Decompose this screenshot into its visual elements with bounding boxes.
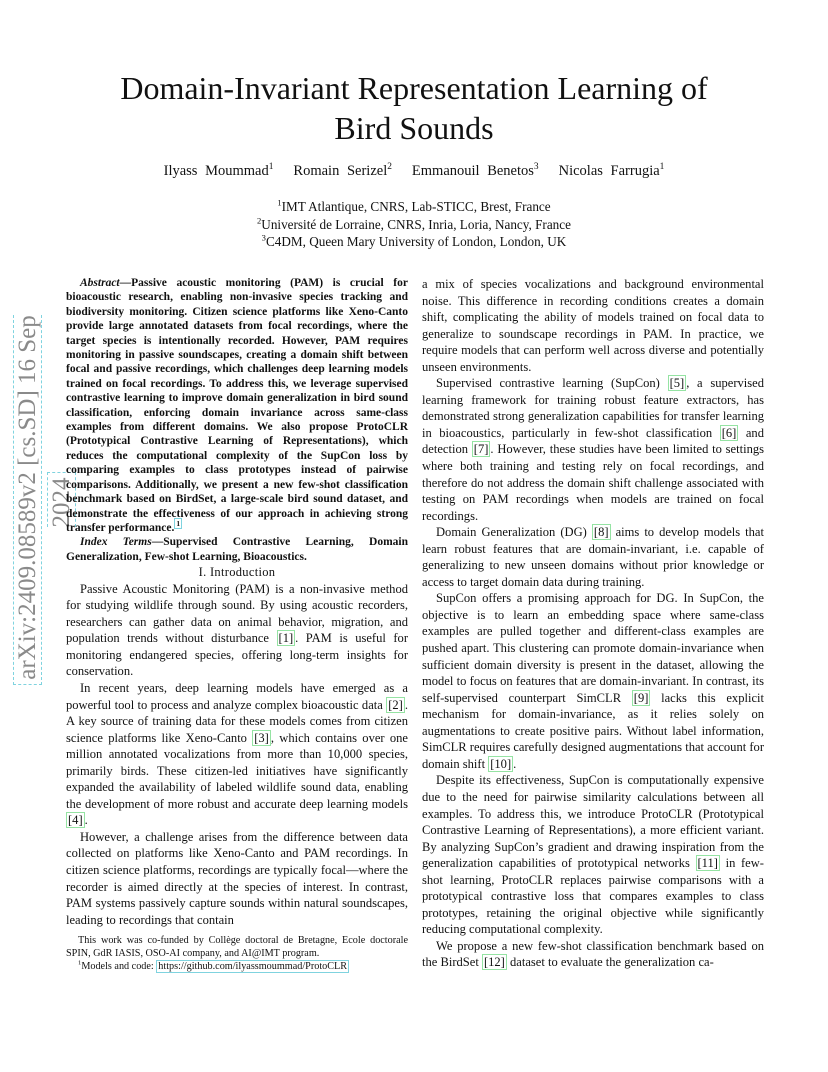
code-footnote — [66, 960, 408, 973]
index-terms — [66, 535, 408, 564]
abstract — [66, 276, 408, 535]
right-column — [422, 276, 764, 971]
affiliation-line: $^2$Université de Lorraine, CNRS, Inria, Loria, Nancy, France — [257, 215, 571, 232]
affiliation-mark: 2 — [257, 215, 262, 226]
section-heading: I. Introduction — [198, 565, 276, 580]
intro-left-text — [66, 581, 408, 928]
funding-note: This work was co-funded by Collège doctoral de Bretagne, Ecole doctorale SPIN, GdR IASIS, OSO-AI company, and AI@IMT program. — [66, 935, 408, 959]
arxiv-id[interactable]: arXiv:2409.08589v2 [cs.SD] 16 Sep 2024 — [13, 315, 76, 685]
citation-link[interactable]: [11] — [697, 856, 718, 871]
index-terms-text: —Supervised Contrastive Learning, Domain Generalization, Few-shot Learning, Bioacoustics. — [66, 536, 408, 563]
abstract-label: Abstract — [80, 277, 120, 289]
body-paragraph: SupCon offers a promising approach for DG. In SupCon, the objective is to learn an embedding space where same-class examples are pulled together and different-class examples are pushed apart. This clustering can promote domain-invariance when sufficient domain diversity is present in the dataset, allowing the model to focus on features that are domain-invariant. In contrast, its self-supervised counterpart SimCLR [9] lacks this explicit mechanism for domain-invariance, as it relies solely on augmentations to create positive pairs. Without label information, SimCLR requires carefully designed augmentations that account for domain shift [10] . — [422, 591, 764, 771]
body-paragraph: a mix of species vocalizations and background environmental noise. This difference in recording conditions creates a domain shift, complicating the ability of models trained on focal data to generalize to soundscape recordings in PAM. In practice, we require models that can perform well across diverse and potentially unseen environments. — [422, 277, 764, 374]
author-affiliation-mark: 1 — [659, 162, 665, 173]
citation-link[interactable]: [2] — [388, 697, 403, 712]
author-name: Nicolas Farrugia$^1$ — [558, 162, 665, 179]
citation-link[interactable]: [7] — [473, 442, 489, 457]
body-paragraph: Domain Generalization (DG) [8] aims to develop models that learn robust features that are domain-invariant, i.e. capable of generalizing to new unseen domains without prior knowledge or access to target domain data during training. — [422, 525, 764, 589]
author-list — [90, 161, 738, 181]
citation-link[interactable]: [1] — [278, 631, 294, 646]
citation-link[interactable]: [6] — [721, 425, 737, 440]
abstract-text: —Passive acoustic monitoring (PAM) is crucial for bioacoustic research, enabling non-invasive species tracking and biodiversity monitoring. Citizen science platforms like Xeno-Canto provide large annotated datasets from focal recordings, where the target species is intentionally recorded. However, PAM requires monitoring in passive soundscapes, creating a domain shift between focal and passive recordings, which challenges deep learning models trained on focal recordings. To address this, we leverage supervised contrastive learning to improve domain generalization in bird sound classification, enforcing domain invariance across same-class examples from different domains. We also propose ProtoCLR (Prototypical Contrastive Learning of Representations), which reduces the computational complexity of the SupCon loss by comparing examples to class prototypes instead of pairwise comparisons. Additionally, we present a new few-shot classification benchmark based on BirdSet, a large-scale bird sound dataset, and demonstrate the effectiveness of our approach in achieving strong transfer performance. — [66, 277, 408, 534]
left-column — [66, 276, 408, 928]
citation-link[interactable]: [10] — [490, 756, 512, 771]
author-affiliation-mark: 1 — [268, 162, 274, 173]
author-affiliation-mark: 2 — [387, 162, 392, 173]
code-footnote-text: Models and code: — [81, 961, 157, 972]
citation-link[interactable]: [3] — [254, 730, 269, 745]
affiliation-list — [90, 198, 738, 251]
index-terms-label: Index Terms — [80, 536, 152, 549]
affiliation-mark: 1 — [277, 197, 282, 208]
affiliation-line: $^1$IMT Atlantique, CNRS, Lab-STICC, Brest, France — [277, 197, 551, 214]
citation-link[interactable]: [5] — [669, 376, 685, 391]
intro-right-text — [422, 276, 764, 971]
author-affiliation-mark: 3 — [533, 162, 539, 173]
body-paragraph: Passive Acoustic Monitoring (PAM) is a non-invasive method for studying wildlife through sound. By using acoustic recorders, researchers can gather data on animal behavior, migration, and population trends without disturbance [1] . PAM is useful for monitoring endangered species, offering long-term insights for conservation. — [66, 581, 408, 679]
citation-link[interactable]: [4] — [68, 813, 83, 828]
affiliation-line: $^3$C4DM, Queen Mary University of London, London, UK — [261, 232, 567, 249]
author-name: Romain Serizel$^2$ — [293, 162, 392, 179]
code-url-link[interactable]: https://github.com/ilyassmoummad/ProtoCLR — [158, 961, 348, 972]
arxiv-sidebar-stamp — [11, 300, 75, 700]
author-name: Emmanouil Benetos$^3$ — [411, 162, 539, 179]
footnotes — [66, 934, 408, 973]
body-paragraph: Supervised contrastive learning (SupCon) [5] , a supervised learning framework for training robust feature extractors, has demonstrated strong generalization capabilities for transfer learning in bioacoustics, particularly in few-shot classification [6] and detection [7] . However, these studies have been limited to settings where both training and testing rely on focal recordings, and therefore do not address the domain shift challenge associated with testing on PAM recordings when models are trained on focal recordings. — [422, 376, 764, 523]
code-footnote-mark: 1 — [78, 959, 82, 967]
citation-link[interactable]: [8] — [593, 525, 609, 540]
body-paragraph: Despite its effectiveness, SupCon is computationally expensive due to the need for pairwise similarity calculations between all examples. To address this, we introduce ProtoCLR (Prototypical Contrastive Learning of Representations), a more efficient variant. By analyzing SupCon’s gradient and drawing inspiration from the generalization capabilities of prototypical networks [11] in few-shot learning, ProtoCLR replaces pairwise comparisons with a prototypical contrastive loss that compares examples to class prototypes, retaining the original objective while significantly reducing computational complexity. — [422, 773, 764, 937]
citation-link[interactable]: [9] — [633, 690, 649, 705]
author-name: Ilyass Moummad$^1$ — [163, 162, 274, 179]
affiliation-mark: 3 — [261, 232, 266, 243]
paper-title: Domain-Invariant Representation Learning of Bird Sounds — [120, 70, 708, 146]
citation-link[interactable]: [12] — [483, 955, 505, 970]
body-paragraph: However, a challenge arises from the difference between data collected on platforms like Xeno-Canto and PAM recordings. In citizen science platforms, recordings are typically focal—where the recorder is aimed directly at the species of interest. In contrast, PAM systems passively capture sounds within natural soundscapes, leading to recordings that contain — [66, 829, 408, 927]
body-paragraph: We propose a new few-shot classification benchmark based on the BirdSet [12] dataset to evaluate the generalization ca- — [422, 938, 764, 970]
body-paragraph: In recent years, deep learning models have emerged as a powerful tool to process and analyze complex bioacoustic data [2] . A key source of training data for these models comes from citizen science platforms like Xeno-Canto [3] , which contains over one million annotated vocalizations from more than 10,000 species, primarily birds. These citizen-led initiatives have significantly expanded the availability of labeled wildlife sound data, enabling the development of more robust and accurate deep learning models [4] . — [66, 680, 408, 828]
abstract-footnote-link[interactable]: 1 — [176, 519, 181, 529]
